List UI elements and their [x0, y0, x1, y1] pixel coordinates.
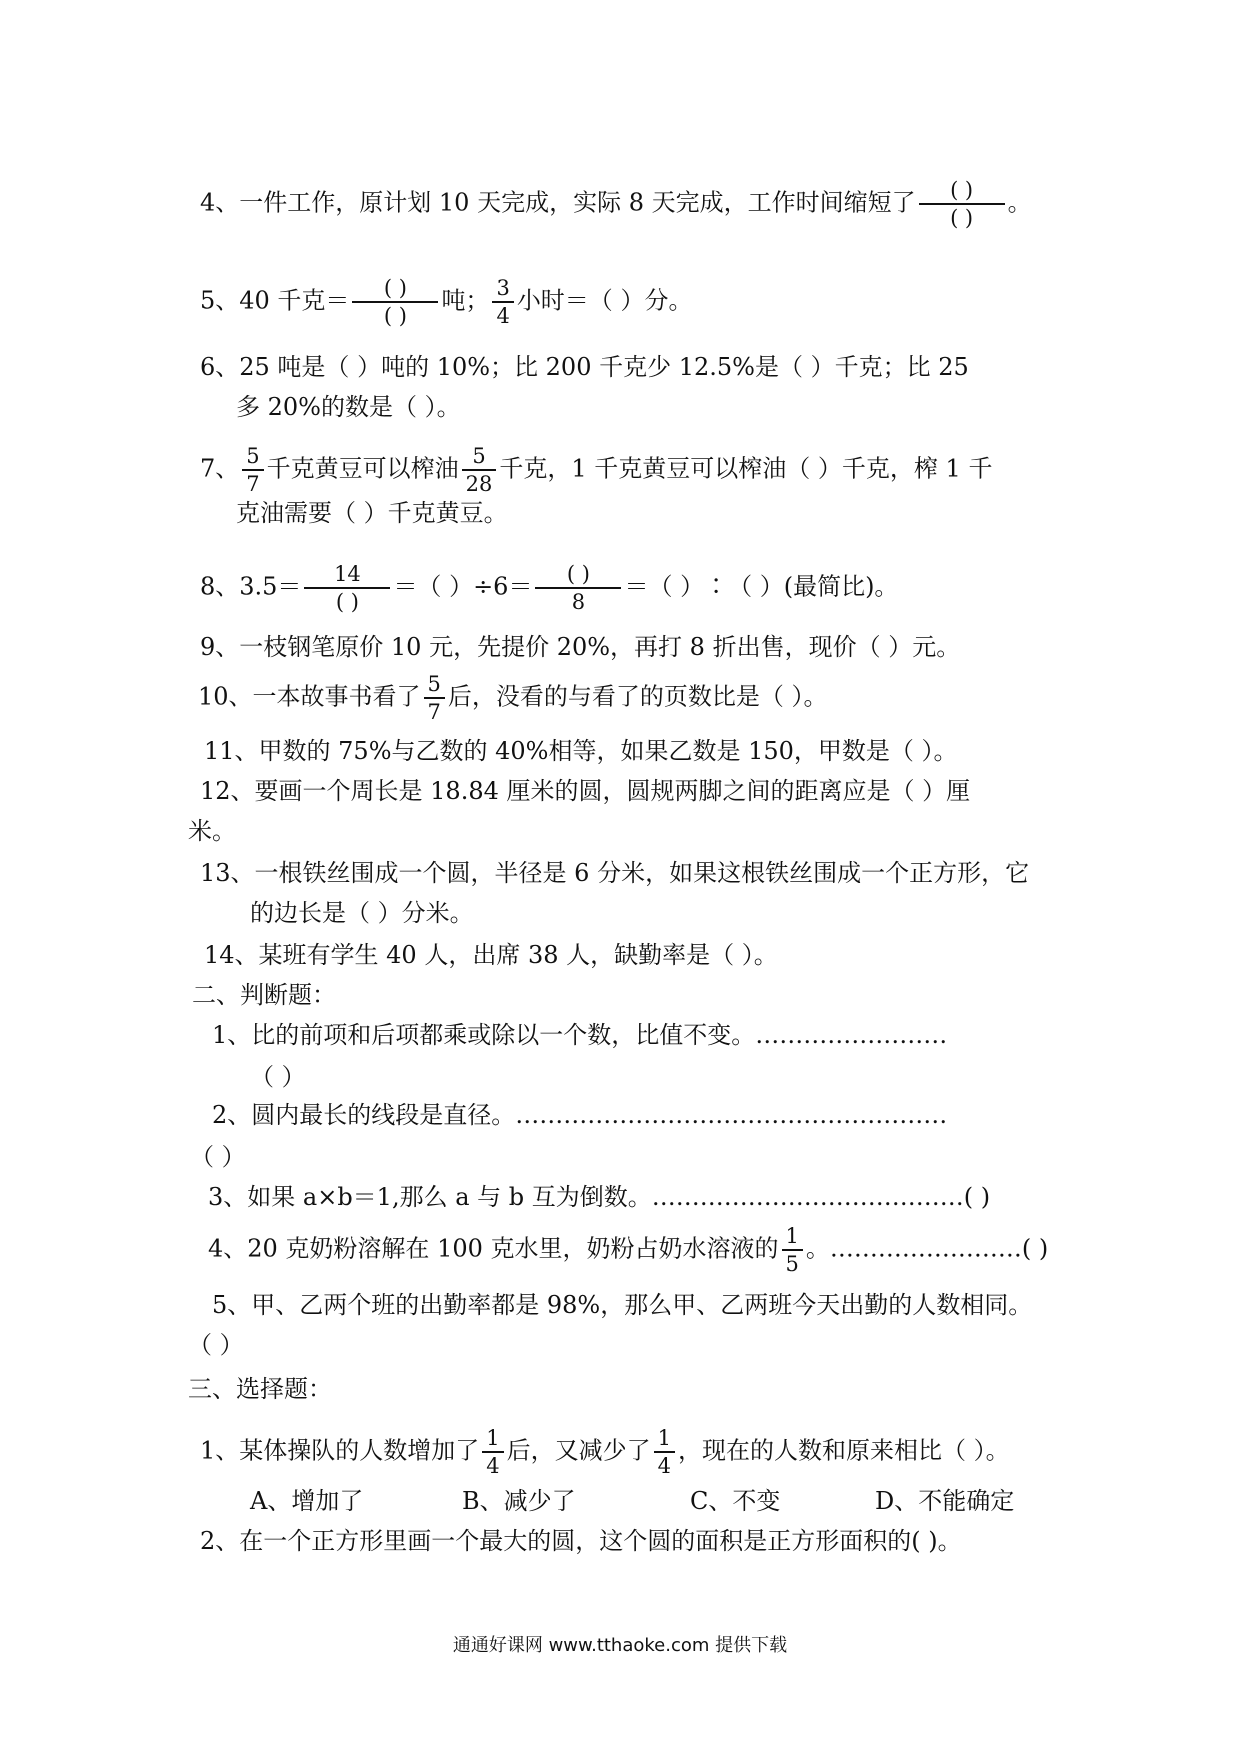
question-13-line-2: 的边长是（ ）分米。 — [250, 899, 474, 927]
section-heading-choice: 三、选择题： — [188, 1375, 332, 1403]
judgement-5-answer: （ ） — [188, 1331, 244, 1359]
judgement-1-line-1: 1、比的前项和后项都乘或除以一个数，比值不变。…………………… — [212, 1021, 948, 1049]
choice-2: 2、在一个正方形里画一个最大的圆，这个圆的面积是正方形面积的( )。 — [200, 1527, 962, 1555]
fraction-blank: $\frac{( )}{( )}$ — [919, 178, 1005, 230]
question-13-line-1: 13、一根铁丝围成一个圆，半径是 6 分米，如果这根铁丝围成一个正方形，它 — [200, 859, 1030, 887]
choice-1-option-c: C、不变 — [690, 1487, 781, 1515]
judgement-2-answer: （ ） — [190, 1143, 246, 1171]
question-10: 10、一本故事书看了 $\frac{5}{7}$ 后，没看的与看了的页数比是（ ）。 — [198, 672, 828, 724]
question-8: 8、3.5＝ $\frac{14}{( )}$ ＝（ ）÷6＝ $\frac{( )}{8}$ ＝（ ）∶（ ）(最简比)。 — [200, 562, 899, 614]
fraction: $\frac{3}{4}$ — [492, 276, 513, 328]
question-12-line-1: 12、要画一个周长是 18.84 厘米的圆，圆规两脚之间的距离应是（ ）厘 — [200, 777, 971, 805]
question-5: 5、40 千克＝ $\frac{( )}{( )}$ 吨； $\frac{3}{4}$ 小时＝（ ）分。 — [200, 276, 693, 328]
judgement-4: 4、20 克奶粉溶解在 100 克水里，奶粉占奶水溶液的 $\frac{1}{5}$ 。……………………( ) — [208, 1224, 1049, 1276]
judgement-1-answer: （ ） — [250, 1063, 306, 1091]
question-4: 4、一件工作，原计划 10 天完成，实际 8 天完成，工作时间缩短了 $\frac{( )}{( )}$ 。 — [200, 178, 1032, 230]
question-14: 14、某班有学生 40 人，出席 38 人，缺勤率是（ ）。 — [204, 941, 778, 969]
question-11: 11、甲数的 75%与乙数的 40%相等，如果乙数是 150，甲数是（ ）。 — [204, 737, 958, 765]
question-7: 7、 $\frac{5}{7}$ 千克黄豆可以榨油 $\frac{5}{28}$ 千克，1 千克黄豆可以榨油（ ）千克，榨 1 千 — [200, 444, 993, 496]
fraction: $\frac{5}{28}$ — [462, 444, 497, 496]
choice-1: 1、某体操队的人数增加了 $\frac{1}{4}$ 后，又减少了 $\frac{1}{4}$ ，现在的人数和原来相比（ ）。 — [200, 1426, 1010, 1478]
fraction-blank: $\frac{( )}{( )}$ — [352, 276, 438, 328]
choice-1-option-b: B、减少了 — [462, 1487, 576, 1515]
fraction-blank: $\frac{14}{( )}$ — [304, 562, 390, 614]
section-heading-judgement: 二、判断题： — [192, 981, 336, 1009]
fraction-blank: $\frac{( )}{8}$ — [535, 562, 621, 614]
page-footer: 通通好课网 www.tthaoke.com 提供下载 — [452, 1635, 788, 1656]
question-12-line-2: 米。 — [188, 817, 236, 845]
question-9: 9、一枝钢笔原价 10 元，先提价 20%，再打 8 折出售，现价（ ）元。 — [200, 633, 961, 661]
judgement-2-line-1: 2、圆内最长的线段是直径。……………………………………………… — [212, 1101, 948, 1129]
fraction: $\frac{1}{4}$ — [654, 1426, 675, 1478]
judgement-5-line-1: 5、甲、乙两个班的出勤率都是 98%，那么甲、乙两班今天出勤的人数相同。 — [212, 1291, 1033, 1319]
question-6-line-2: 多 20%的数是（ ）。 — [236, 393, 461, 421]
fraction: $\frac{5}{7}$ — [242, 444, 263, 496]
fraction: $\frac{1}{5}$ — [782, 1224, 803, 1276]
fraction: $\frac{5}{7}$ — [424, 672, 445, 724]
question-6-line-1: 6、25 吨是（ ）吨的 10%；比 200 千克少 12.5%是（ ）千克；比 25 — [200, 353, 969, 381]
fraction: $\frac{1}{4}$ — [482, 1426, 503, 1478]
question-7-line-2: 克油需要（ ）千克黄豆。 — [236, 499, 508, 527]
judgement-3: 3、如果 a×b＝1,那么 a 与 b 互为倒数。…………………………………( ) — [208, 1183, 991, 1211]
choice-1-option-d: D、不能确定 — [875, 1487, 1015, 1515]
choice-1-option-a: A、增加了 — [250, 1487, 364, 1515]
